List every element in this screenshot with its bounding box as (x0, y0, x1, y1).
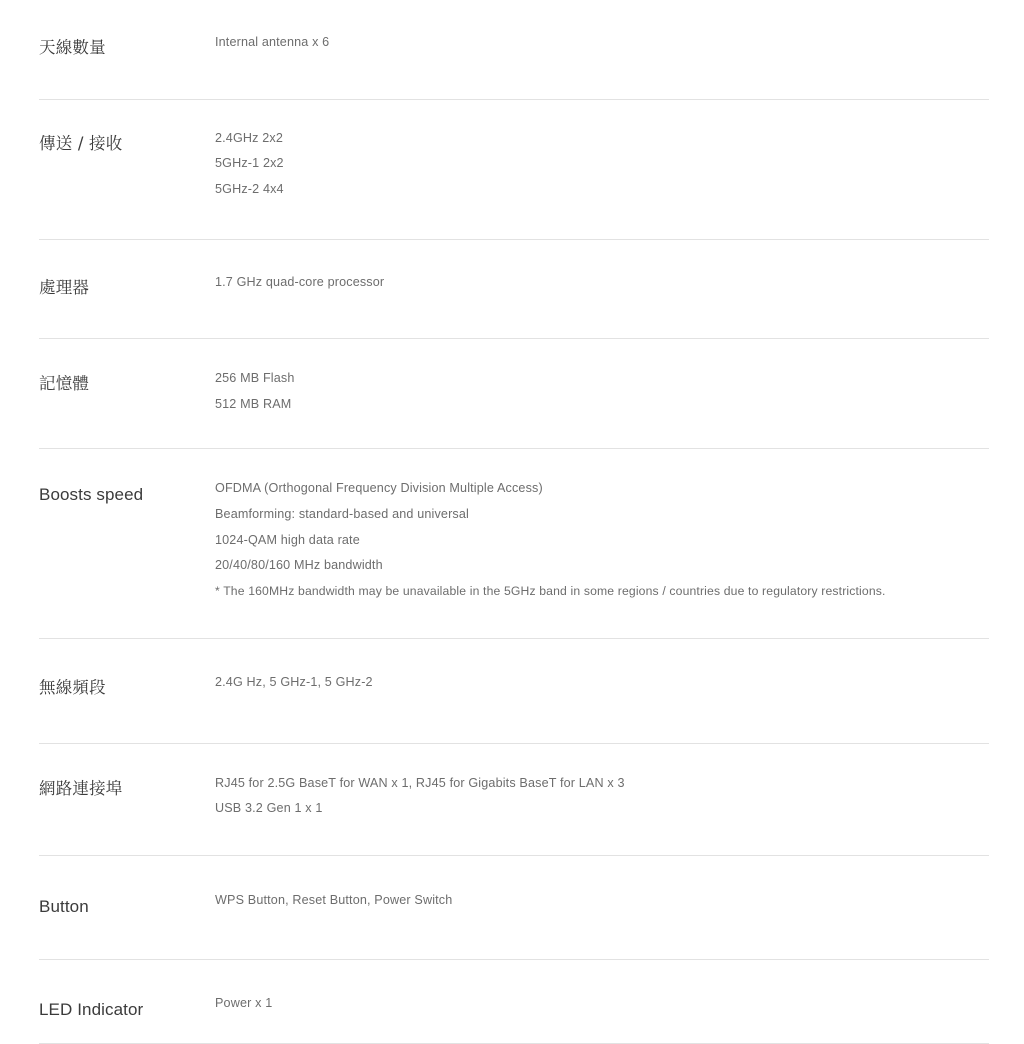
spec-value (215, 449, 989, 639)
table-row (39, 743, 989, 855)
spec-value (215, 0, 989, 99)
spec-label: 傳送 / 接收 (39, 133, 123, 153)
spec-value-line: 5GHz-1 2x2 (215, 156, 284, 171)
spec-value-line: 2.4G Hz, 5 GHz-1, 5 GHz-2 (215, 675, 373, 690)
spec-value-line: RJ45 for 2.5G BaseT for WAN x 1, RJ45 for Gigabits BaseT for LAN x 3 (215, 775, 625, 790)
spec-value-line: 256 MB Flash (215, 371, 295, 386)
spec-value-line: 20/40/80/160 MHz bandwidth (215, 558, 383, 573)
spec-value-line: Internal antenna x 6 (215, 35, 330, 49)
table-row (39, 0, 989, 99)
spec-value (215, 339, 989, 449)
spec-label: 處理器 (39, 277, 90, 297)
spec-value-line: USB 3.2 Gen 1 x 1 (215, 801, 323, 816)
table-row (39, 99, 989, 239)
spec-value (215, 743, 989, 855)
spec-value-line: 512 MB RAM (215, 396, 292, 411)
spec-value-line: 1024-QAM high data rate (215, 532, 360, 547)
spec-value-line: Power x 1 (215, 996, 273, 1011)
spec-label: 無線頻段 (39, 678, 106, 698)
table-row (39, 855, 989, 960)
spec-label: Boosts speed (39, 485, 144, 505)
table-row (39, 639, 989, 744)
spec-value (215, 855, 989, 960)
spec-value (215, 639, 989, 744)
table-row (39, 449, 989, 639)
spec-value-line: 2.4GHz 2x2 (215, 130, 283, 145)
spec-value (215, 99, 989, 239)
spec-value-line: Beamforming: standard-based and universal (215, 507, 469, 522)
spec-label: Button (39, 896, 89, 916)
spec-label: 記憶體 (39, 374, 90, 394)
spec-value-line: WPS Button, Reset Button, Power Switch (215, 892, 453, 907)
specifications-table-body (39, 0, 989, 1043)
spec-label: 天線數量 (39, 38, 106, 57)
spec-label: 網路連接埠 (39, 778, 123, 798)
table-row (39, 339, 989, 449)
spec-value-line: OFDMA (Orthogonal Frequency Division Multiple Access) (215, 481, 543, 496)
spec-value-line: 5GHz-2 4x4 (215, 181, 284, 196)
spec-value-note: * The 160MHz bandwidth may be unavailable in the 5GHz band in some regions / countries due to regulatory restrictions. (215, 583, 886, 598)
table-row (39, 239, 989, 339)
spec-value (215, 960, 989, 1044)
table-row (39, 960, 989, 1044)
spec-value (215, 239, 989, 339)
specifications-table (39, 0, 989, 1044)
spec-value-line: 1.7 GHz quad-core processor (215, 274, 385, 289)
spec-label: LED Indicator (39, 1000, 144, 1020)
